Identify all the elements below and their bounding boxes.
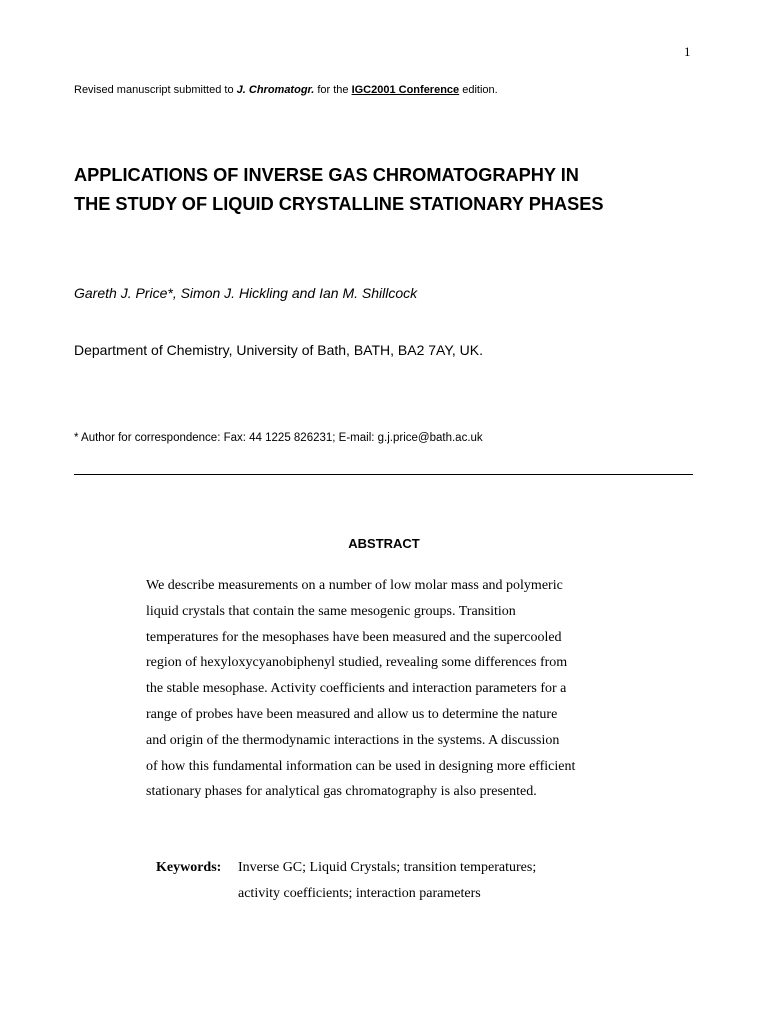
abstract-line: the stable mesophase. Activity coefficients and interaction parameters for a [146,681,567,697]
author-list: Gareth J. Price*, Simon J. Hickling and Ian M. Shillcock [74,285,418,301]
submission-note-suffix: edition. [459,84,498,96]
keywords-line: activity coefficients; interaction parameters [238,886,481,901]
section-divider [74,474,693,475]
abstract-body [146,573,575,805]
page-number: 1 [684,44,691,59]
abstract-line: stationary phases for analytical gas chromatography is also presented. [146,784,537,800]
submission-note-middle: for the [314,84,352,96]
submission-note [74,84,498,96]
abstract-heading: ABSTRACT [348,536,420,551]
abstract-line: temperatures for the mesophases have been measured and the supercooled [146,629,562,645]
keywords-list [238,855,536,907]
journal-name: J. Chromatogr. [236,84,315,96]
conference-name: IGC2001 Conference [351,84,460,96]
abstract-line: region of hexyloxycyanobiphenyl studied, revealing some differences from [146,655,568,671]
keywords-label: Keywords: [156,860,222,875]
abstract-line: liquid crystals that contain the same mesogenic groups. Transition [146,603,516,619]
correspondence-note: * Author for correspondence: Fax: 44 1225 826231; E-mail: g.j.price@bath.ac.uk [74,432,483,444]
title-line: APPLICATIONS OF INVERSE GAS CHROMATOGRAPHY IN [74,165,579,185]
title-line: THE STUDY OF LIQUID CRYSTALLINE STATIONARY PHASES [74,194,604,214]
abstract-line: and origin of the thermodynamic interactions in the systems. A discussion [146,732,560,748]
abstract-line: of how this fundamental information can be used in designing more efficient [146,758,576,774]
abstract-line: We describe measurements on a number of low molar mass and polymeric [146,578,563,593]
submission-note-prefix: Revised manuscript submitted to [74,84,237,96]
abstract-line: range of probes have been measured and allow us to determine the nature [146,706,558,722]
paper-title [74,161,604,219]
keywords-line: Inverse GC; Liquid Crystals; transition temperatures; [238,860,537,875]
affiliation: Department of Chemistry, University of Bath, BATH, BA2 7AY, UK. [74,342,484,358]
